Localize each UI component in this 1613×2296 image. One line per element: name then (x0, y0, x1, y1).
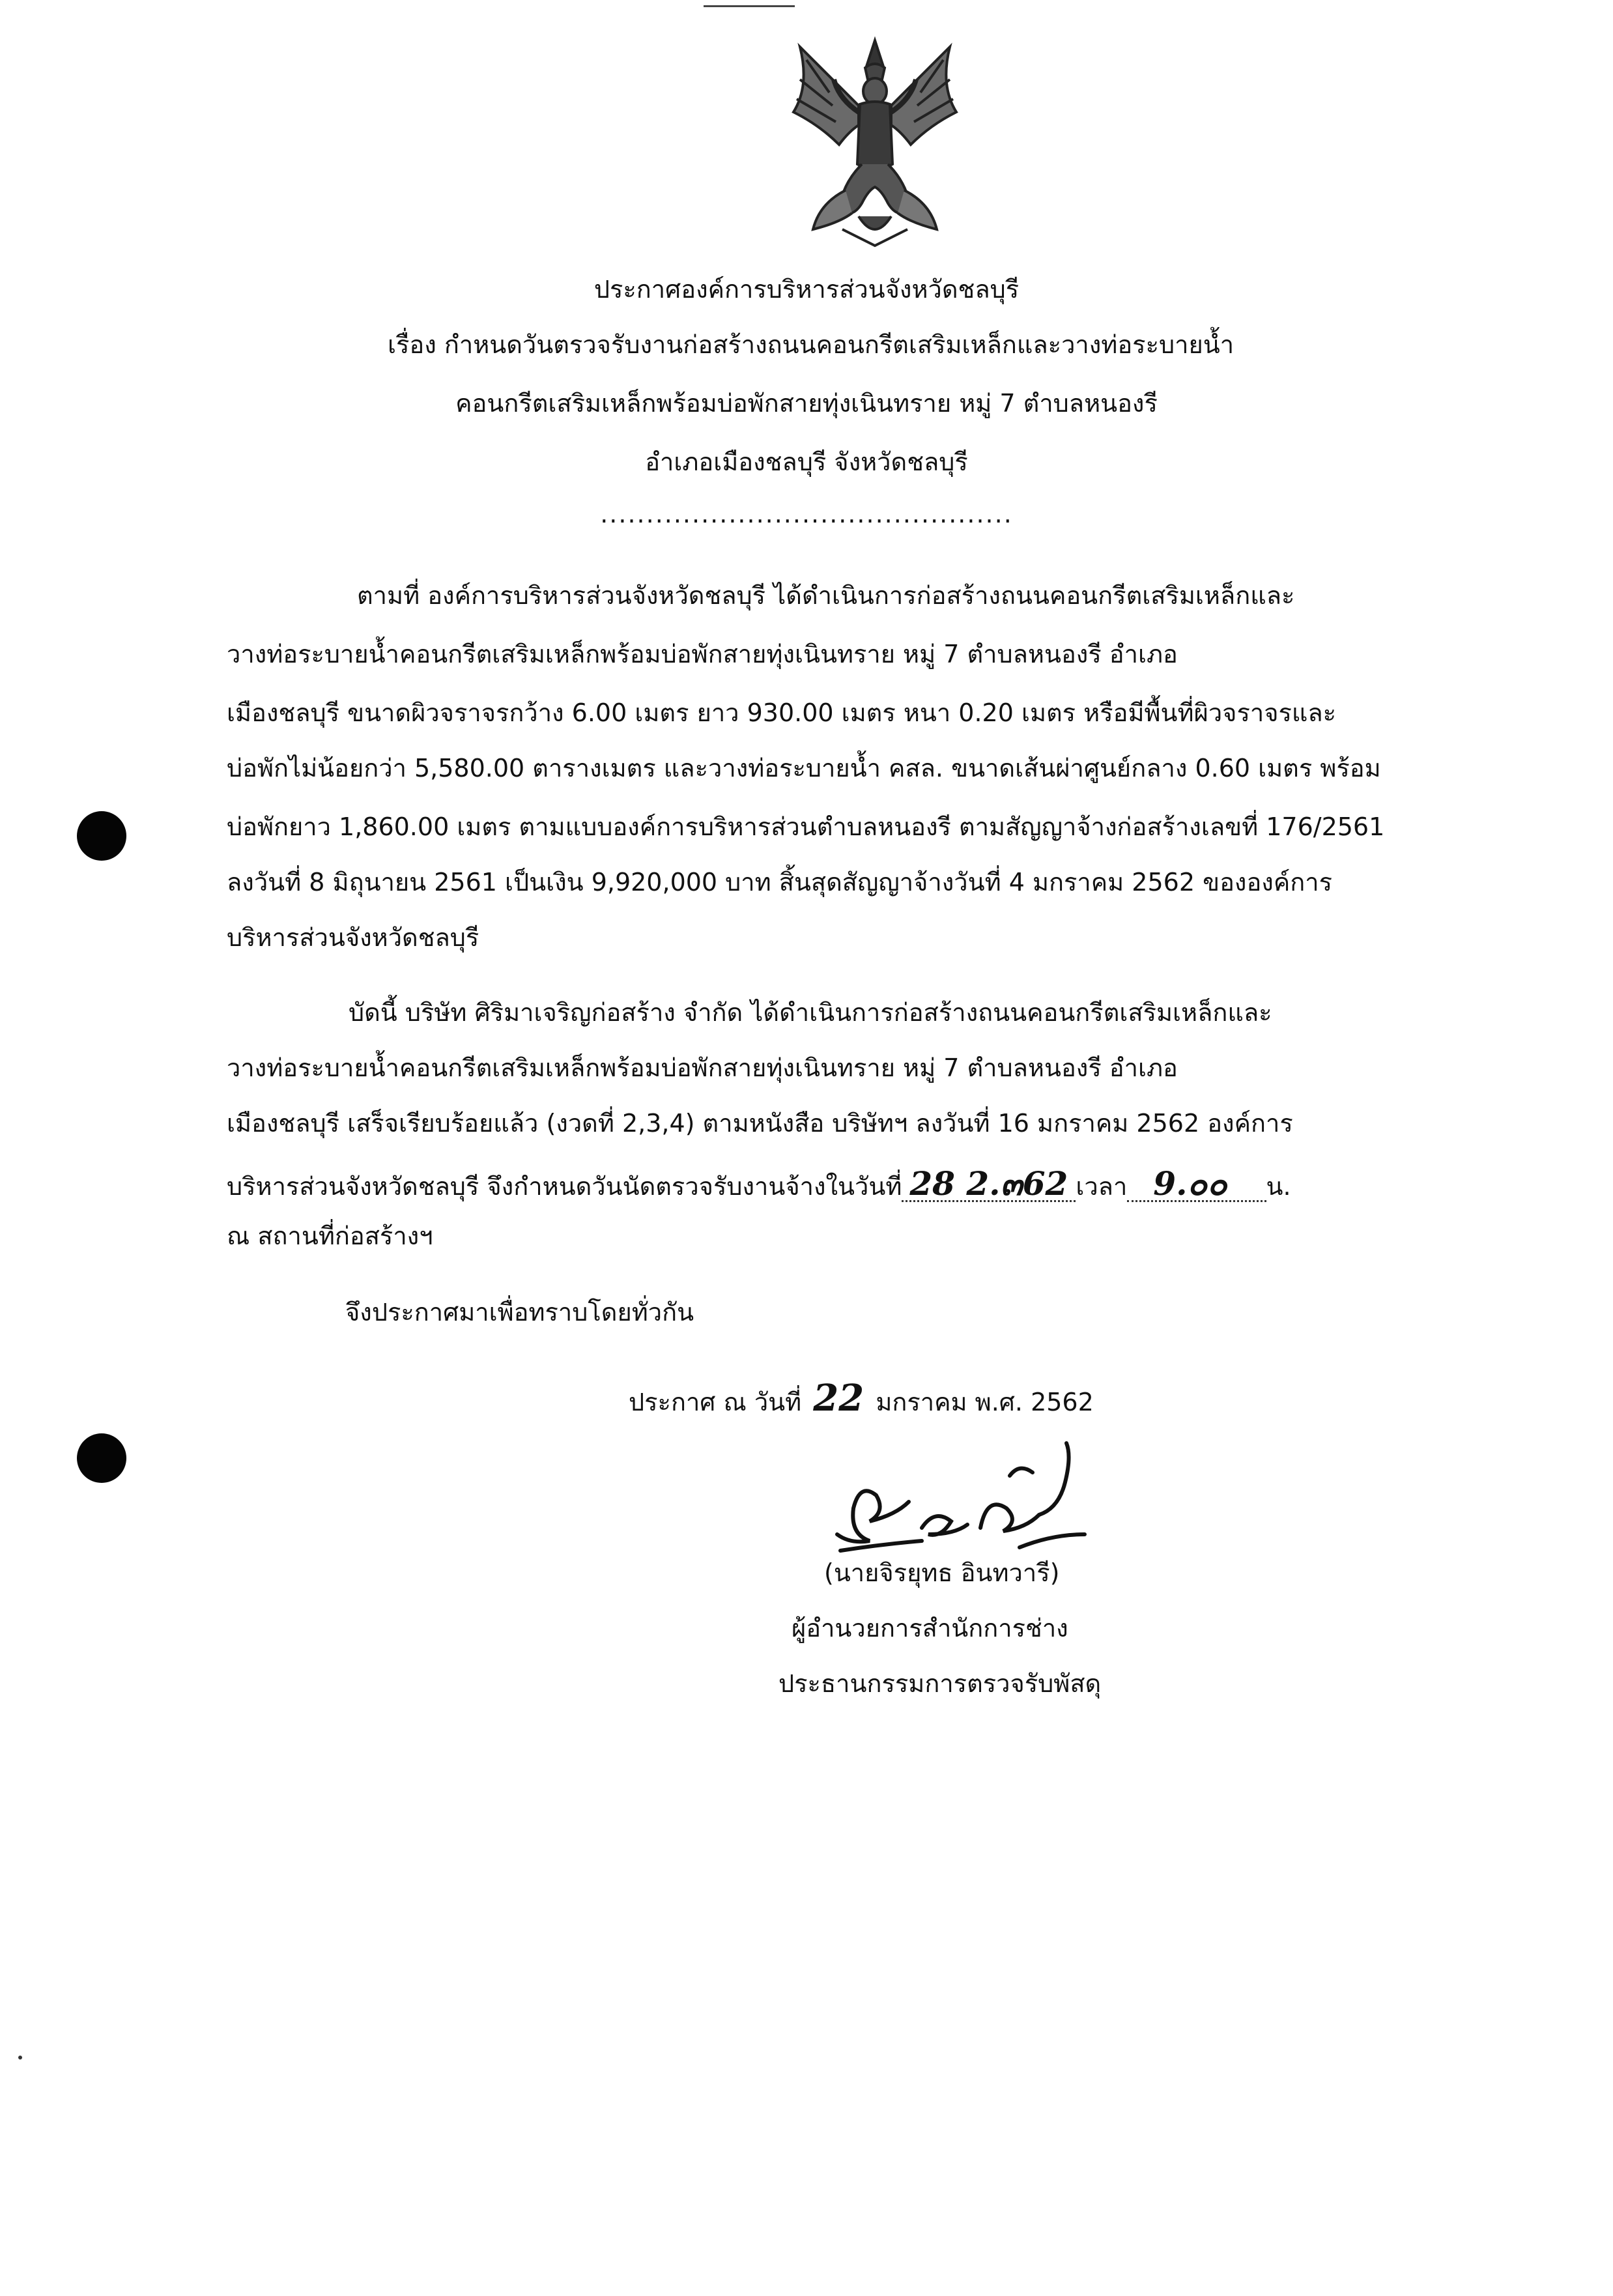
announcement-date (629, 1377, 1094, 1420)
announcement-date-prefix: ประกาศ ณ วันที่ (629, 1388, 802, 1416)
paragraph-2-line: ณ สถานที่ก่อสร้างฯ (227, 1222, 433, 1250)
paragraph-2-line: วางท่อระบายน้ำคอนกรีตเสริมเหล็กพร้อมบ่อพักสายทุ่งเนินทราย หมู่ 7 ตำบลหนองรี อำเภอ (227, 1054, 1178, 1082)
closing-statement: จึงประกาศมาเพื่อทราบโดยทั่วกัน (345, 1298, 694, 1327)
scan-artifact (704, 5, 795, 7)
paragraph-1-line: เมืองชลบุรี ขนาดผิวจราจรกว้าง 6.00 เมตร ยาว 930.00 เมตร หนา 0.20 เมตร หรือมีพื้นที่ผิวจราจรและ (227, 698, 1337, 727)
garuda-emblem (780, 34, 969, 249)
announcement-title: ประกาศองค์การบริหารส่วนจังหวัดชลบุรี (593, 275, 1020, 304)
announcement-date-suffix: มกราคม พ.ศ. 2562 (876, 1388, 1094, 1416)
punch-hole (77, 811, 126, 861)
paragraph-1-line: ลงวันที่ 8 มิถุนายน 2561 เป็นเงิน 9,920,000 บาท สิ้นสุดสัญญาจ้างวันที่ 4 มกราคม 2562 ขององค์การ (227, 868, 1332, 897)
subject-line-1: เรื่อง กำหนดวันตรวจรับงานก่อสร้างถนนคอนกรีตเสริมเหล็กและวางท่อระบายน้ำ (388, 330, 1235, 359)
subject-line-2: คอนกรีตเสริมเหล็กพร้อมบ่อพักสายทุ่งเนินทราย หมู่ 7 ตำบลหนองรี (455, 389, 1158, 418)
time-label: เวลา (1076, 1172, 1128, 1201)
scan-artifact (18, 2056, 22, 2059)
paragraph-2-line: บัดนี้ บริษัท ศิริมาเจริญก่อสร้าง จำกัด ได้ดำเนินการก่อสร้างถนนคอนกรีตเสริมเหล็กและ (349, 998, 1272, 1027)
paragraph-1-line: วางท่อระบายน้ำคอนกรีตเสริมเหล็กพร้อมบ่อพักสายทุ่งเนินทราย หมู่ 7 ตำบลหนองรี อำเภอ (227, 640, 1178, 668)
header-separator: ............................................. (600, 500, 1013, 528)
signature-image (824, 1437, 1111, 1560)
subject-line-3: อำเภอเมืองชลบุรี จังหวัดชลบุรี (645, 448, 968, 476)
time-unit: น. (1266, 1172, 1291, 1201)
signer-name: (นายจิรยุทธ อินทวารี) (824, 1558, 1060, 1587)
paragraph-2-line: เมืองชลบุรี เสร็จเรียบร้อยแล้ว (งวดที่ 2,3,4) ตามหนังสือ บริษัทฯ ลงวันที่ 16 มกราคม 2562 องค์การ (227, 1109, 1293, 1138)
handwritten-day: 22 (813, 1377, 864, 1420)
handwritten-time: 9.๐๐ (1127, 1168, 1266, 1202)
handwritten-date: 28 2.๓62 (902, 1168, 1076, 1202)
inspection-date-prefix: บริหารส่วนจังหวัดชลบุรี จึงกำหนดวันนัดตรวจรับงานจ้างในวันที่ (227, 1172, 902, 1201)
paragraph-1-line: บ่อพักไม่น้อยกว่า 5,580.00 ตารางเมตร และวางท่อระบายน้ำ คสล. ขนาดเส้นผ่าศูนย์กลาง 0.60 เมตร พร้อม (227, 754, 1381, 782)
paragraph-1-line: บ่อพักยาว 1,860.00 เมตร ตามแบบองค์การบริหารส่วนตำบลหนองรี ตามสัญญาจ้างก่อสร้างเลขที่ 176/2561 (227, 812, 1385, 841)
signer-position-2: ประธานกรรมการตรวจรับพัสดุ (778, 1669, 1102, 1698)
inspection-date-line (227, 1164, 1291, 1203)
punch-hole (77, 1433, 126, 1483)
paragraph-1-line: บริหารส่วนจังหวัดชลบุรี (227, 923, 479, 952)
paragraph-1-line: ตามที่ องค์การบริหารส่วนจังหวัดชลบุรี ได้ดำเนินการก่อสร้างถนนคอนกรีตเสริมเหล็กและ (357, 581, 1295, 610)
signer-position-1: ผู้อำนวยการสำนักการช่าง (792, 1614, 1068, 1643)
